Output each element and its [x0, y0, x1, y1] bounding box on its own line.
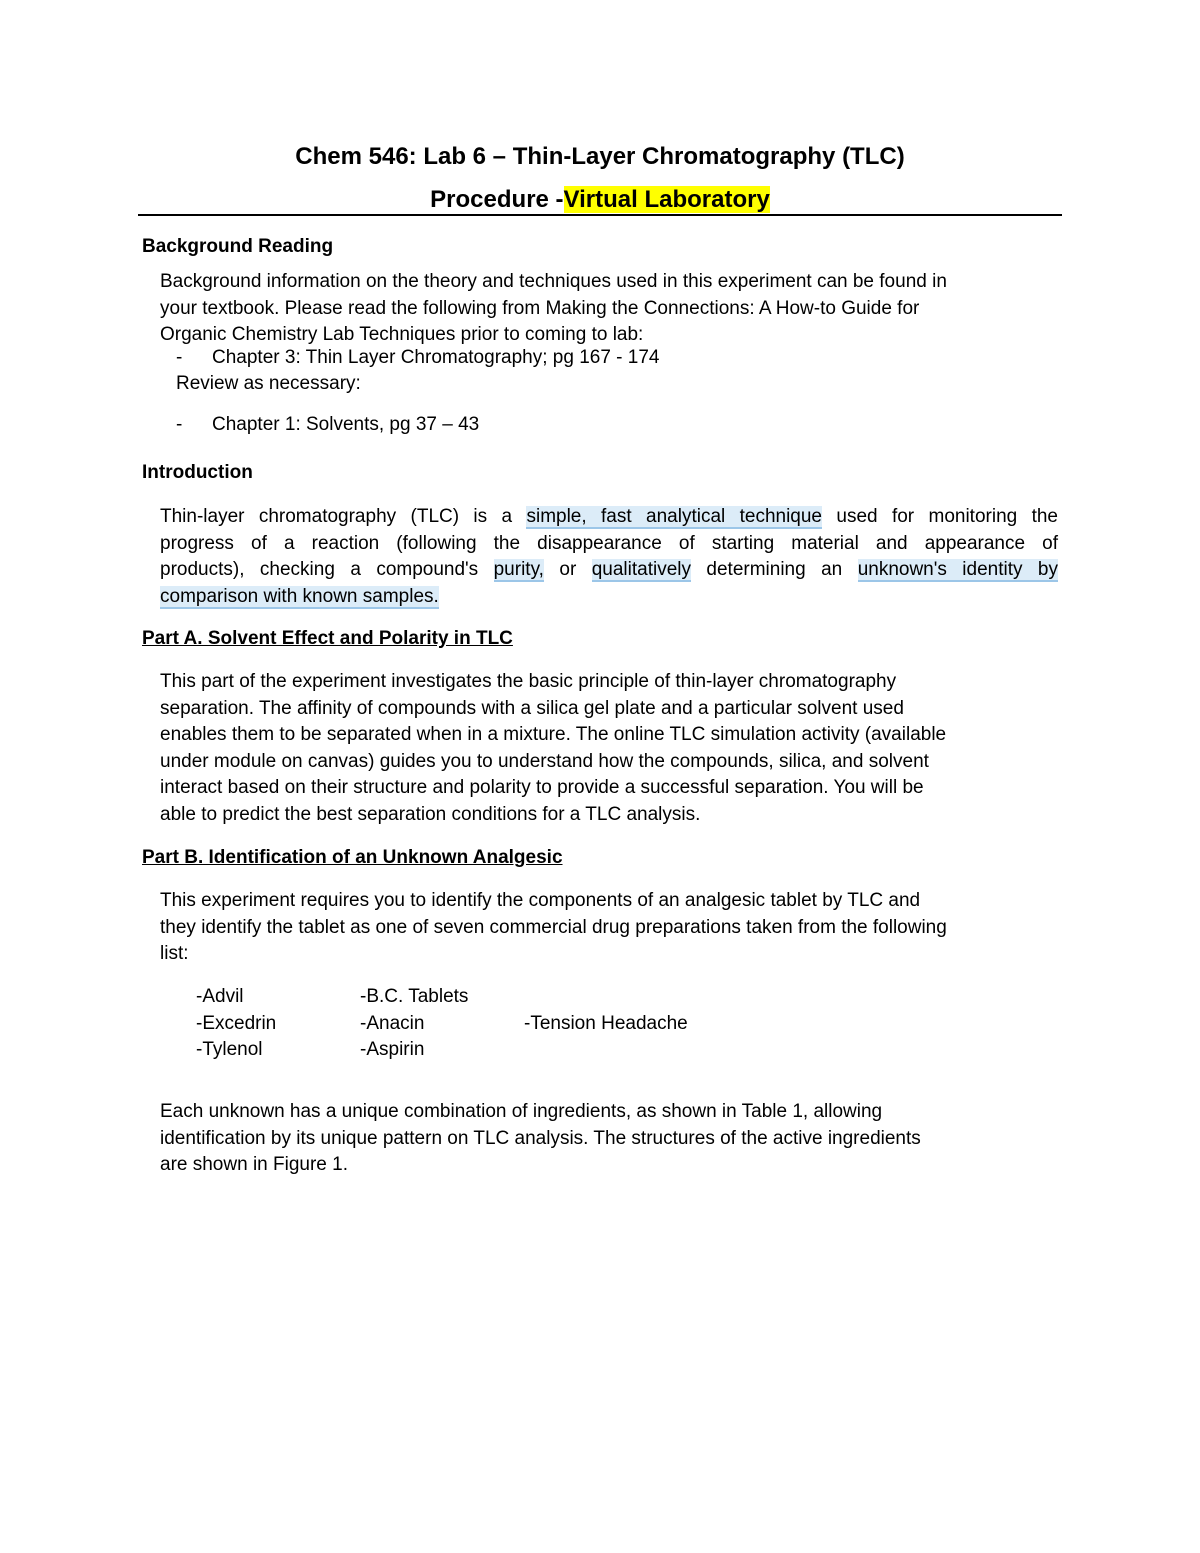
review-label: Review as necessary: [176, 373, 361, 394]
text-run: Thin-layer chromatography (TLC) is a [160, 506, 527, 527]
paragraph-line: interact based on their structure and polarity to provide a successful separation. You will be [160, 777, 924, 798]
highlighted-phrase: qualitatively [591, 559, 691, 580]
text-run: products), checking a compound's [160, 559, 494, 580]
paragraph-line: This part of the experiment investigates the basic principle of thin-layer chromatography [160, 671, 897, 692]
subtitle-prefix: Procedure - [430, 186, 564, 213]
bullet-text: Chapter 1: Solvents, pg 37 – 43 [212, 414, 480, 435]
highlighted-phrase: purity, [493, 559, 544, 580]
drug-list-item: -Excedrin [196, 1013, 277, 1034]
part-a-paragraph [160, 669, 946, 828]
drug-list-item: -Tylenol [196, 1039, 263, 1060]
highlighted-phrase: simple, fast analytical technique [526, 506, 823, 527]
paragraph-line: Background information on the theory and techniques used in this experiment can be found in [160, 271, 947, 292]
paragraph-line [160, 557, 1058, 584]
drug-list-item: -Tension Headache [524, 1013, 688, 1034]
paragraph-line: under module on canvas) guides you to understand how the compounds, silica, and solvent [160, 750, 929, 772]
part-b-closing-paragraph [160, 1099, 921, 1179]
paragraph-line: list: [160, 943, 189, 964]
paragraph-line: identification by its unique pattern on TLC analysis. The structures of the active ingredients [160, 1127, 921, 1149]
drug-list-item: -Advil [196, 986, 244, 1007]
highlighted-phrase: unknown's identity by [857, 559, 1058, 580]
document-subtitle [0, 185, 1200, 215]
paragraph-line: they identify the tablet as one of seven commercial drug preparations taken from the following [160, 916, 947, 938]
part-b-paragraph [160, 888, 947, 968]
part-b-heading: Part B. Identification of an Unknown Analgesic [142, 847, 563, 868]
drug-list-item: -Aspirin [360, 1039, 425, 1060]
reading-bullet-1 [176, 345, 659, 372]
paragraph-line [160, 584, 1058, 611]
paragraph-line: Organic Chemistry Lab Techniques prior to coming to lab: [160, 324, 644, 345]
paragraph-line: Each unknown has a unique combination of ingredients, as shown in Table 1, allowing [160, 1101, 883, 1122]
text-run: determining an [690, 559, 858, 580]
paragraph-line: This experiment requires you to identify the components of an analgesic tablet by TLC and [160, 890, 921, 911]
paragraph-line: able to predict the best separation conditions for a TLC analysis. [160, 803, 701, 825]
introduction-paragraph [160, 504, 1058, 610]
subtitle-highlight: Virtual Laboratory [563, 186, 770, 213]
highlighted-phrase: comparison with known samples. [160, 585, 439, 607]
paragraph-line [160, 504, 1058, 531]
text-run: or [543, 559, 592, 580]
drug-list-item: -Anacin [360, 1013, 425, 1034]
paragraph-line: separation. The affinity of compounds with a silica gel plate and a particular solvent used [160, 697, 904, 719]
background-paragraph [160, 269, 947, 349]
text-run: used for monitoring the [822, 506, 1058, 527]
paragraph-line: progress of a reaction (following the disappearance of starting material and appearance of [160, 532, 1058, 554]
part-a-heading: Part A. Solvent Effect and Polarity in TLC [142, 628, 513, 649]
paragraph-line: are shown in Figure 1. [160, 1154, 348, 1175]
bullet-dash: - [176, 347, 183, 368]
reading-bullet-2 [176, 412, 479, 439]
document-title: Chem 546: Lab 6 – Thin-Layer Chromatography (TLC) [295, 143, 905, 170]
drug-list-item: -B.C. Tablets [360, 986, 469, 1007]
paragraph-line: enables them to be separated when in a mixture. The online TLC simulation activity (available [160, 724, 947, 745]
bullet-dash: - [176, 414, 183, 435]
introduction-heading: Introduction [142, 462, 253, 483]
paragraph-line: your textbook. Please read the following from Making the Connections: A How-to Guide for [160, 297, 920, 319]
background-heading: Background Reading [142, 236, 334, 257]
title-divider [138, 214, 1062, 216]
bullet-text: Chapter 3: Thin Layer Chromatography; pg 167 - 174 [212, 347, 660, 368]
